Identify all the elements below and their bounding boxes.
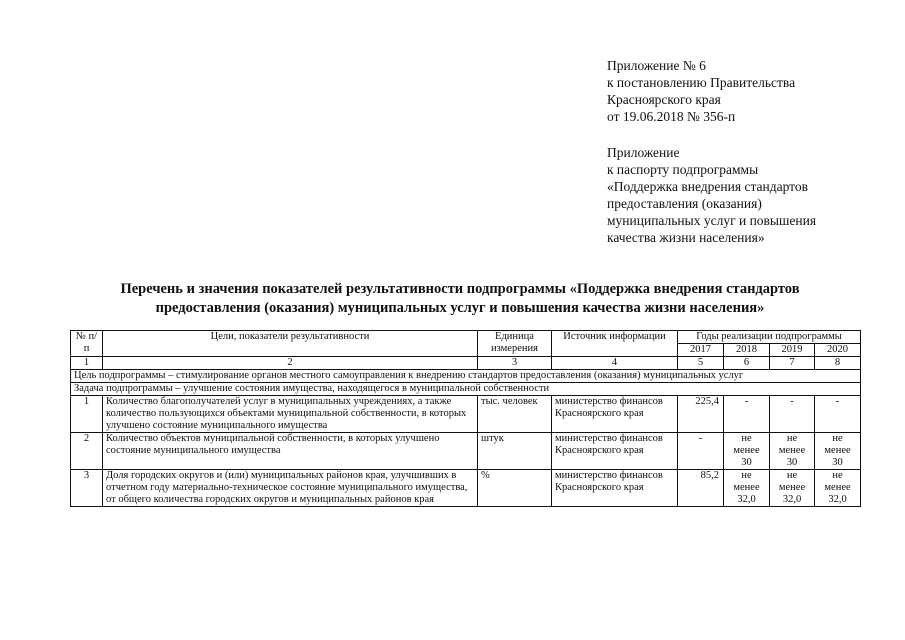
appendix-line: муниципальных услуг и повышения: [607, 213, 817, 228]
unit-cell: %: [478, 470, 552, 507]
column-number: 2: [103, 357, 478, 370]
header-source: Источник информации: [552, 331, 678, 357]
unit-cell: штук: [478, 433, 552, 470]
column-number: 4: [552, 357, 678, 370]
header-goals: Цели, показатели результативности: [103, 331, 478, 357]
column-numbers-row: [71, 357, 861, 370]
appendix-resolution-block: [607, 57, 897, 125]
title-line: Перечень и значения показателей результативности подпрограммы «Поддержка внедрения стандартов: [120, 281, 800, 297]
subprogram-goal: Цель подпрограммы – стимулирование органов местного самоуправления к внедрению стандартов предоставления (оказания) муниципальных услуг: [71, 370, 861, 383]
header-year: 2018: [724, 344, 770, 357]
appendix-passport-block: [607, 144, 897, 246]
header-unit: Единица измерения: [478, 331, 552, 357]
header-years-title: Годы реализации подпрограммы: [678, 331, 861, 344]
appendix-line: Приложение № 6: [607, 58, 706, 73]
column-number: 1: [71, 357, 103, 370]
value-2019: не менее 32,0: [770, 470, 815, 507]
indicators-table: [70, 330, 861, 507]
column-number: 7: [770, 357, 815, 370]
source-cell: министерство финансов Красноярского края: [552, 470, 678, 507]
header-no: № п/п: [71, 331, 103, 357]
column-number: 3: [478, 357, 552, 370]
appendix-line: к постановлению Правительства: [607, 75, 796, 90]
table-row: [71, 396, 861, 433]
column-number: 6: [724, 357, 770, 370]
column-number: 8: [815, 357, 861, 370]
indicator-name: Количество объектов муниципальной собственности, в которых улучшено состояние муниципального имущества: [103, 433, 478, 470]
task-row: [71, 383, 861, 396]
value-2019: не менее 30: [770, 433, 815, 470]
appendix-line: к паспорту подпрограммы: [607, 162, 759, 177]
value-2017: 225,4: [678, 396, 724, 433]
value-2020: не менее 32,0: [815, 470, 861, 507]
header-year: 2020: [815, 344, 861, 357]
value-2019: -: [770, 396, 815, 433]
appendix-line: от 19.06.2018 № 356-п: [607, 109, 736, 124]
source-cell: министерство финансов Красноярского края: [552, 433, 678, 470]
table-row: [71, 470, 861, 507]
indicator-name: Доля городских округов и (или) муниципальных районов края, улучшивших в отчетном году материально-техническое состояние муниципального имущества, от общего количества городских округов и муниципальных районов края: [103, 470, 478, 507]
header-year: 2017: [678, 344, 724, 357]
indicator-name: Количество благополучателей услуг в муниципальных учреждениях, а также количество пользующихся объектами муниципальной собственности, в которых улучшено состояние муниципального имущества: [103, 396, 478, 433]
subprogram-task: Задача подпрограммы – улучшение состояния имущества, находящегося в муниципальной собственности: [71, 383, 861, 396]
value-2018: не менее 30: [724, 433, 770, 470]
column-number: 5: [678, 357, 724, 370]
unit-cell: тыс. человек: [478, 396, 552, 433]
value-2020: -: [815, 396, 861, 433]
row-number: 3: [71, 470, 103, 507]
value-2018: -: [724, 396, 770, 433]
value-2017: -: [678, 433, 724, 470]
appendix-line: «Поддержка внедрения стандартов: [607, 179, 808, 194]
appendix-line: качества жизни населения»: [607, 230, 765, 245]
value-2017: 85,2: [678, 470, 724, 507]
source-cell: министерство финансов Красноярского края: [552, 396, 678, 433]
appendix-line: Приложение: [607, 145, 680, 160]
table-row: [71, 433, 861, 470]
table-header-row: [71, 331, 861, 344]
row-number: 1: [71, 396, 103, 433]
appendix-line: Красноярского края: [607, 92, 721, 107]
document-title: [60, 280, 860, 318]
goal-row: [71, 370, 861, 383]
appendix-line: предоставления (оказания): [607, 196, 762, 211]
title-line: предоставления (оказания) муниципальных услуг и повышения качества жизни населения»: [155, 300, 765, 316]
value-2020: не менее 30: [815, 433, 861, 470]
row-number: 2: [71, 433, 103, 470]
header-year: 2019: [770, 344, 815, 357]
value-2018: не менее 32,0: [724, 470, 770, 507]
